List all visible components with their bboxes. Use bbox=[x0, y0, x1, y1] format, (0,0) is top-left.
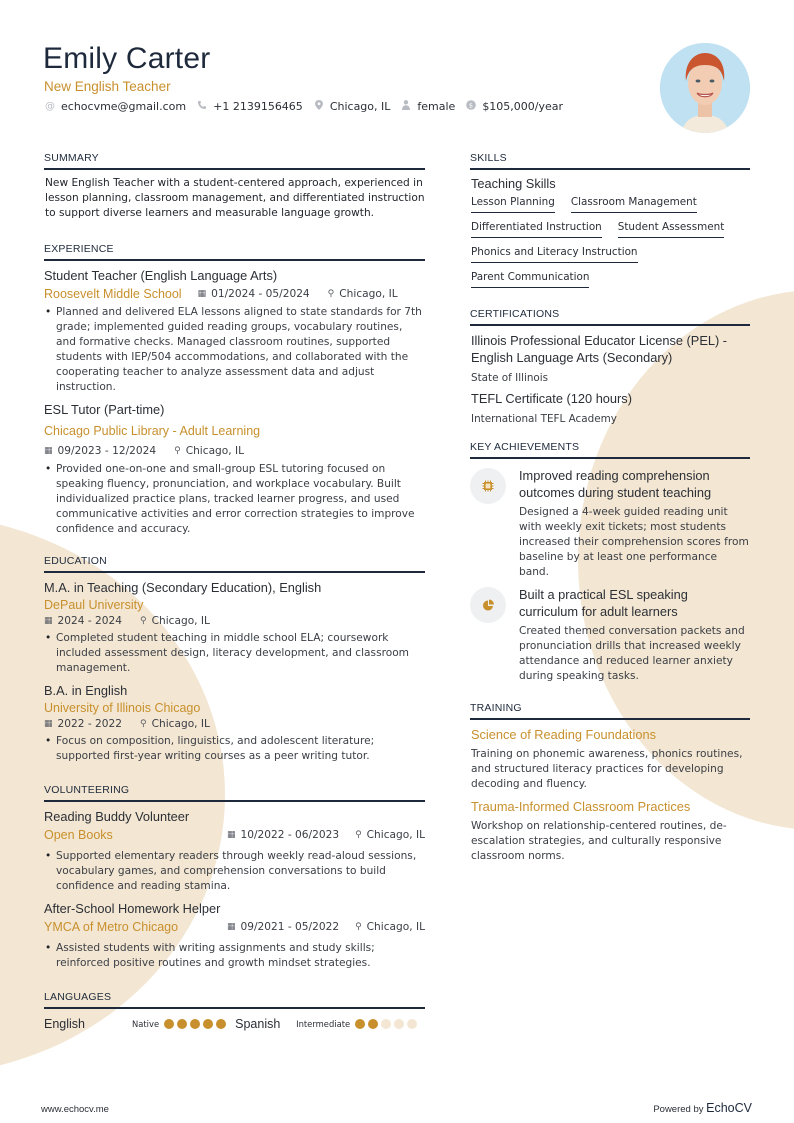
at-icon: @ bbox=[45, 101, 55, 112]
candidate-title: New English Teacher bbox=[44, 79, 171, 94]
dot-filled bbox=[368, 1019, 378, 1029]
location: ⚲ Chicago, IL bbox=[174, 442, 244, 460]
languages-section bbox=[44, 991, 425, 1033]
summary-section bbox=[44, 152, 425, 221]
skill-chip: Lesson Planning bbox=[471, 196, 555, 213]
dot-filled bbox=[164, 1019, 174, 1029]
profile-photo bbox=[660, 43, 750, 133]
role-title: Reading Buddy Volunteer bbox=[44, 809, 190, 824]
skills-section bbox=[470, 152, 750, 288]
certification-entry bbox=[470, 390, 750, 425]
certification-issuer: International TEFL Academy bbox=[471, 413, 617, 425]
location-pin-icon: ⚲ bbox=[140, 616, 147, 626]
achievement-description: Created themed conversation packets and pronunciation drills that increased weekly attendance and reduced learner anxiety during speaking tasks. bbox=[519, 625, 745, 682]
section-heading: VOLUNTEERING bbox=[44, 784, 425, 802]
skill-chips bbox=[470, 196, 750, 288]
employer: Chicago Public Library - Adult Learning bbox=[44, 424, 261, 438]
training-description: Training on phonemic awareness, phonics routines, and structured literacy practices for developing decoding and fluency. bbox=[471, 748, 743, 790]
brand-logo-text: EchoCV bbox=[706, 1101, 752, 1115]
phone-icon bbox=[197, 100, 207, 113]
skill-chip: Classroom Management bbox=[571, 196, 697, 213]
contact-email[interactable]: @ echocvme@gmail.com bbox=[45, 100, 187, 113]
job-title: ESL Tutor (Part-time) bbox=[44, 402, 165, 417]
location: ⚲ Chicago, IL bbox=[140, 615, 210, 627]
section-heading: SUMMARY bbox=[44, 152, 425, 170]
date-range: ▦ 01/2024 - 05/2024 bbox=[198, 285, 310, 303]
calendar-icon: ▦ bbox=[44, 719, 53, 729]
skill-chip: Differentiated Instruction bbox=[471, 221, 602, 238]
dot-empty bbox=[381, 1019, 391, 1029]
section-heading: TRAINING bbox=[470, 702, 750, 720]
skill-chip: Parent Communication bbox=[471, 271, 589, 288]
dot-filled bbox=[216, 1019, 226, 1029]
language-level: Native bbox=[132, 1019, 160, 1029]
experience-entry bbox=[44, 401, 425, 537]
location: ⚲ Chicago, IL bbox=[355, 918, 425, 936]
education-entry bbox=[44, 682, 425, 764]
bullet-item: • Completed student teaching in middle school ELA; coursework included assessment design, literacy development, and classroom management. bbox=[44, 631, 425, 676]
location: ⚲ Chicago, IL bbox=[328, 285, 398, 303]
experience-section bbox=[44, 243, 425, 537]
skill-chip: Phonics and Literacy Instruction bbox=[471, 246, 638, 263]
bullet-item: • Provided one-on-one and small-group ESL tutoring focused on speaking fluency, pronunciation, and workplace vocabulary. Built individualized practice plans, tracked learner progress, and used communicative activities and error correction strategies to improve confidence and accuracy. bbox=[44, 462, 425, 537]
certification-title: TEFL Certificate (120 hours) bbox=[471, 391, 632, 406]
location-pin-icon: ⚲ bbox=[140, 719, 147, 729]
training-section bbox=[470, 702, 750, 864]
dot-filled bbox=[190, 1019, 200, 1029]
organization: Open Books bbox=[44, 828, 113, 842]
volunteer-entry bbox=[44, 900, 425, 971]
school: DePaul University bbox=[44, 598, 144, 612]
employer: Roosevelt Middle School bbox=[44, 287, 182, 301]
bullet-item: • Focus on composition, linguistics, and adolescent literature; supported first-year writing courses as a peer writing tutor. bbox=[44, 734, 425, 764]
chip-icon bbox=[470, 468, 506, 504]
achievement-description: Designed a 4-week guided reading unit with weekly exit tickets; most students increased their comprehension scores from baseline by at least one performance band. bbox=[519, 506, 749, 578]
skill-chip: Student Assessment bbox=[618, 221, 725, 238]
date-range: ▦ 09/2021 - 05/2022 bbox=[227, 918, 339, 936]
svg-text:$: $ bbox=[469, 101, 474, 110]
calendar-icon: ▦ bbox=[44, 616, 53, 626]
location-pin-icon: ⚲ bbox=[355, 922, 362, 932]
section-heading: EDUCATION bbox=[44, 555, 425, 573]
certification-issuer: State of Illinois bbox=[471, 372, 549, 384]
left-column bbox=[44, 152, 425, 1053]
dot-empty bbox=[407, 1019, 417, 1029]
training-title: Trauma-Informed Classroom Practices bbox=[471, 799, 691, 814]
language-name: Spanish bbox=[235, 1017, 281, 1031]
person-icon bbox=[401, 100, 411, 113]
contact-bar bbox=[45, 100, 574, 113]
dot-filled bbox=[177, 1019, 187, 1029]
achievement-item bbox=[470, 586, 750, 684]
date-range: ▦ 10/2022 - 06/2023 bbox=[227, 826, 339, 844]
location-pin-icon: ⚲ bbox=[174, 446, 181, 456]
date-range: ▦ 2022 - 2022 bbox=[44, 718, 122, 730]
languages-row bbox=[44, 1015, 425, 1033]
bullet-item: • Assisted students with writing assignments and study skills; reinforced positive routines and growth mindset strategies. bbox=[44, 941, 425, 971]
education-section bbox=[44, 555, 425, 764]
section-heading: CERTIFICATIONS bbox=[470, 308, 750, 326]
experience-entry bbox=[44, 267, 425, 395]
achievement-title: Built a practical ESL speaking curriculum for adult learners bbox=[519, 587, 688, 619]
volunteering-section bbox=[44, 784, 425, 971]
organization: YMCA of Metro Chicago bbox=[44, 920, 179, 934]
language-name: English bbox=[44, 1017, 85, 1031]
date-range: ▦ 2024 - 2024 bbox=[44, 615, 122, 627]
section-heading: KEY ACHIEVEMENTS bbox=[470, 441, 750, 459]
achievement-title: Improved reading comprehension outcomes during student teaching bbox=[519, 468, 712, 500]
contact-gender: female bbox=[401, 100, 455, 113]
dot-empty bbox=[394, 1019, 404, 1029]
location-pin-icon: ⚲ bbox=[327, 289, 335, 299]
certification-title: Illinois Professional Educator License (PEL) - English Language Arts (Secondary) bbox=[471, 333, 728, 365]
role-title: After-School Homework Helper bbox=[44, 901, 221, 916]
education-entry bbox=[44, 579, 425, 676]
calendar-icon: ▦ bbox=[226, 830, 236, 840]
language-level: Intermediate bbox=[296, 1019, 351, 1029]
contact-location: Chicago, IL bbox=[314, 100, 391, 113]
contact-salary: $ $105,000/year bbox=[466, 100, 563, 113]
pie-chart-icon bbox=[470, 587, 506, 623]
degree: M.A. in Teaching (Secondary Education), English bbox=[44, 580, 322, 595]
calendar-icon: ▦ bbox=[44, 446, 53, 456]
contact-phone[interactable]: +1 2139156465 bbox=[197, 100, 303, 113]
right-column bbox=[470, 152, 750, 884]
achievement-item bbox=[470, 467, 750, 580]
training-title: Science of Reading Foundations bbox=[471, 727, 656, 742]
section-heading: LANGUAGES bbox=[44, 991, 425, 1009]
location: ⚲ Chicago, IL bbox=[355, 826, 425, 844]
bullet-item: • Supported elementary readers through weekly read-aloud sessions, vocabulary games, and comprehension conversations to build confidence and reading stamina. bbox=[44, 849, 425, 894]
proficiency-dots bbox=[164, 1019, 226, 1029]
summary-text: New English Teacher with a student-centered approach, experienced in lesson planning, classroom management, and differentiated instruction to support diverse learners and measurable language growth. bbox=[45, 177, 425, 219]
degree: B.A. in English bbox=[44, 683, 128, 698]
skill-group-title: Teaching Skills bbox=[471, 176, 556, 191]
dollar-circle-icon bbox=[466, 100, 476, 113]
section-heading: EXPERIENCE bbox=[44, 243, 425, 261]
job-title: Student Teacher (English Language Arts) bbox=[44, 268, 278, 283]
certifications-section bbox=[470, 308, 750, 425]
location-pin-icon bbox=[314, 100, 324, 113]
school: University of Illinois Chicago bbox=[44, 701, 201, 715]
volunteer-entry bbox=[44, 808, 425, 894]
proficiency-dots bbox=[355, 1019, 417, 1029]
achievements-section bbox=[470, 441, 750, 684]
footer-website-link[interactable]: www.echocv.me bbox=[41, 1104, 109, 1115]
dot-filled bbox=[203, 1019, 213, 1029]
candidate-name: Emily Carter bbox=[43, 42, 211, 75]
training-entry bbox=[470, 798, 750, 864]
calendar-icon: ▦ bbox=[197, 289, 207, 299]
location-pin-icon: ⚲ bbox=[355, 830, 362, 840]
training-entry bbox=[470, 726, 750, 792]
bullet-item: • Planned and delivered ELA lessons aligned to state standards for 7th grade; implemented guided reading groups, vocabulary routines, and formative checks. Managed classroom routines, supported students with IEP/504 accommodations, and collaborated with the cooperating teacher to analyze assessment data and adjust instruction. bbox=[44, 305, 425, 395]
dot-filled bbox=[355, 1019, 365, 1029]
training-description: Workshop on relationship-centered routines, de-escalation strategies, and culturally responsive classroom norms. bbox=[471, 820, 727, 862]
location: ⚲ Chicago, IL bbox=[140, 718, 210, 730]
section-heading: SKILLS bbox=[470, 152, 750, 170]
certification-entry bbox=[470, 332, 750, 384]
calendar-icon: ▦ bbox=[226, 922, 236, 932]
footer-powered-by[interactable]: Powered by EchoCV bbox=[653, 1101, 752, 1115]
date-range: ▦ 09/2023 - 12/2024 bbox=[44, 442, 156, 460]
